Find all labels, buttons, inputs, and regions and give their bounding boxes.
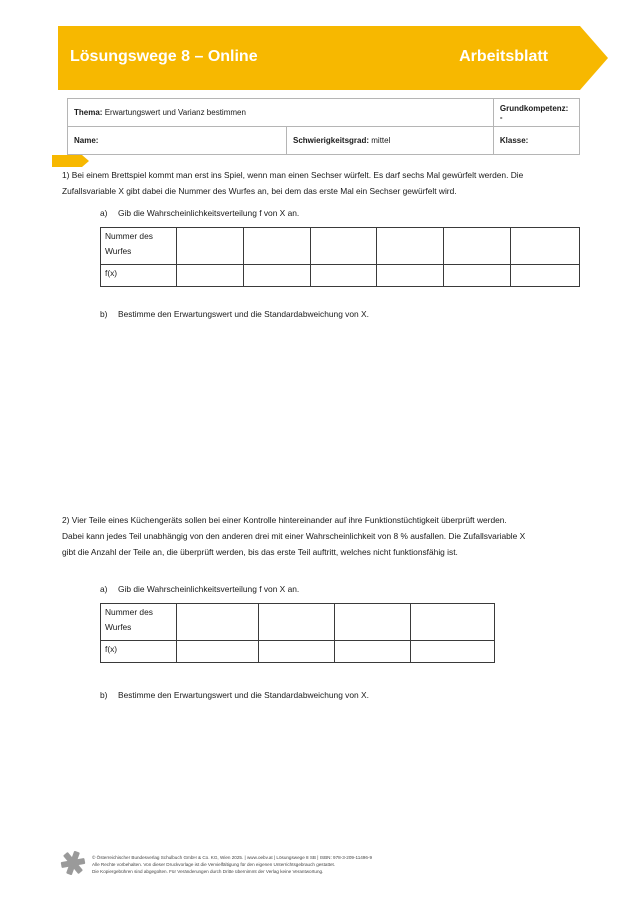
table-cell[interactable] [258,604,335,641]
table-cell[interactable] [258,641,335,663]
table-cell[interactable] [176,641,258,663]
footer-line2: Alle Rechte vorbehalten. Von dieser Druckvorlage ist die Vervielfältigung für den eigenen Unterrichtsgebrauch gestattet. [92,862,336,867]
task2-text-line1: 2) Vier Teile eines Küchengeräts sollen bei einer Kontrolle hintereinander auf ihre Funktionstüchtigkeit überprüft werden. [62,515,507,525]
table-cell[interactable] [444,265,511,287]
section-marker-icon [52,155,90,167]
table-row [101,228,580,265]
task1-distribution-table [100,227,580,287]
task2-a [100,584,299,594]
table-row [101,604,495,641]
task1-text-line1: 1) Bei einem Brettspiel kommt man erst ins Spiel, wenn man einen Sechser würfelt. Es darf sechs Mal gewürfelt werden. Die [62,170,524,180]
grundkompetenz-value: - [499,112,503,122]
schwierigkeit-label: Schwierigkeitsgrad: [293,136,370,145]
table-cell[interactable] [411,641,495,663]
schwierigkeit-value: mittel [371,136,391,145]
table-cell[interactable] [310,228,377,265]
info-table [67,98,580,155]
table-cell[interactable] [310,265,377,287]
task1-text-line2: Zufallsvariable X gibt dabei die Nummer des Wurfes an, bei dem das erste Mal ein Sechser gewürfelt wird. [62,186,457,196]
task2-b [100,690,369,700]
grundkompetenz-cell [493,99,579,127]
task2-distribution-table [100,603,495,663]
task2-row2-label: f(x) [101,641,177,663]
task2-row1-label [101,604,177,641]
task2-text-line3: gibt die Anzahl der Teile an, die überprüft werden, bis das erste Teil auftritt, welches nicht funktionsfähig ist. [62,547,458,557]
name-label: Name: [74,136,99,145]
footer-line3: Die Kopiergebühren sind abgegolten. Für Veränderungen durch Dritte übernimmt der Verlag keine Verantwortung. [92,869,324,874]
task1-text [62,167,582,199]
footer-text [92,854,512,875]
task2-row1-label-line2: Wurfes [105,622,132,632]
task2-b-letter: b) [100,690,108,700]
grundkompetenz-label: Grundkompetenz: [499,103,569,113]
thema-value: Erwartungswert und Varianz bestimmen [104,108,246,117]
task1-row1-label-line1: Nummer des [105,231,153,241]
table-cell[interactable] [444,228,511,265]
header-title: Lösungswege 8 – Online [70,48,258,65]
task1-a-letter: a) [100,208,108,218]
task1-row1-label [101,228,177,265]
schwierigkeit-cell [287,127,494,155]
table-cell[interactable] [411,604,495,641]
task1-b-letter: b) [100,309,108,319]
table-cell[interactable] [243,265,310,287]
table-cell[interactable] [511,265,580,287]
header-banner [58,26,608,90]
name-cell[interactable] [68,127,287,155]
task1-a [100,208,299,218]
table-cell[interactable] [176,228,243,265]
klasse-label: Klasse: [499,136,529,145]
table-cell[interactable] [511,228,580,265]
table-cell[interactable] [377,228,444,265]
task2-text-line2: Dabei kann jedes Teil unabhängig von den anderen drei mit einer Wahrscheinlichkeit von 8 % ausfallen. Die Zufallsvariable X [62,531,526,541]
thema-label: Thema: [74,108,103,117]
table-cell[interactable] [335,604,411,641]
table-cell[interactable] [176,265,243,287]
task1-row1-label-line2: Wurfes [105,246,132,256]
task1-a-text: Gib die Wahrscheinlichkeitsverteilung f von X an. [118,208,300,218]
table-row [101,641,495,663]
table-cell[interactable] [377,265,444,287]
footer-line1: © Österreichischer Bundesverlag Schulbuch GmbH & Co. KG, Wien 2025. | www.oebv.at | Lösungswege 8 SB | ISBN: 978-3-209-11496-9 [92,855,373,860]
task2-row1-label-line1: Nummer des [105,607,153,617]
task2-b-text: Bestimme den Erwartungswert und die Standardabweichung von X. [118,690,369,700]
table-cell[interactable] [335,641,411,663]
klasse-cell[interactable] [493,127,579,155]
table-cell[interactable] [243,228,310,265]
thema-cell [68,99,494,127]
task1-b-text: Bestimme den Erwartungswert und die Standardabweichung von X. [118,309,369,319]
task1-row2-label: f(x) [101,265,177,287]
table-row [101,265,580,287]
task2-a-text: Gib die Wahrscheinlichkeitsverteilung f von X an. [118,584,300,594]
header-doc-type: Arbeitsblatt [459,48,548,65]
task1-b [100,309,369,319]
task2-text [62,512,582,560]
oebv-logo-icon [60,850,86,876]
table-cell[interactable] [176,604,258,641]
task2-a-letter: a) [100,584,108,594]
